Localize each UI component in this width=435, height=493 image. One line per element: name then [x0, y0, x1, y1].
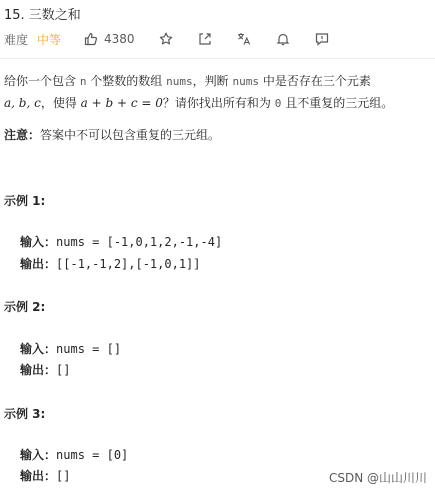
text: 且不重复的三元组。 [285, 96, 394, 110]
output-value: [[-1,-1,2],[-1,0,1]] [56, 257, 201, 271]
feedback-icon[interactable] [314, 31, 330, 47]
math-vars: a, b, c [4, 96, 41, 110]
example-3-input [20, 446, 128, 463]
problem-meta [4, 30, 135, 48]
description-line-2 [4, 93, 393, 114]
problem-title: 15. 三数之和 [4, 8, 81, 23]
output-value: [] [56, 469, 71, 483]
text: 个整数的数组 [90, 74, 163, 88]
output-label: 输出： [20, 469, 57, 483]
translate-icon[interactable] [236, 31, 252, 47]
difficulty-badge: 中等 [37, 32, 62, 47]
output-label: 输出： [20, 257, 57, 271]
watermark: CSDN @山山川川 [328, 471, 427, 485]
input-label: 输入： [20, 235, 57, 249]
text: 给你一个包含 [4, 74, 77, 88]
text: 中是否存在三个元素 [262, 74, 371, 88]
example-1-input [20, 233, 222, 250]
input-label: 输入： [20, 448, 57, 462]
like-button[interactable] [83, 31, 135, 47]
example-2-output [20, 361, 70, 378]
difficulty-label: 难度 [4, 32, 29, 47]
header-divider [0, 58, 435, 59]
example-1-title: 示例 1: [4, 194, 46, 208]
toolbar-icons [158, 30, 353, 48]
example-2-input [20, 340, 121, 357]
text: ，判断 [192, 74, 229, 88]
description-line-1 [4, 71, 371, 92]
text: ？请你找出所有和为 [162, 96, 271, 110]
star-icon[interactable] [158, 31, 174, 47]
input-value: nums = [0] [56, 448, 129, 462]
code-nums: nums [166, 75, 193, 88]
math-equation: a + b + c = 0 [80, 96, 163, 110]
like-count: 4380 [104, 32, 135, 46]
example-2-title: 示例 2: [4, 300, 46, 314]
example-3-output [20, 467, 70, 484]
note-text: 答案中不可以包含重复的三元组。 [40, 128, 221, 142]
input-label: 输入： [20, 342, 57, 356]
input-value: nums = [-1,0,1,2,-1,-4] [56, 235, 223, 249]
bell-icon[interactable] [275, 31, 291, 47]
note-label: 注意： [4, 128, 41, 142]
code-n: n [79, 75, 87, 88]
code-zero: 0 [274, 97, 282, 110]
example-3-title: 示例 3: [4, 407, 46, 421]
text: ，使得 [40, 96, 77, 110]
input-value: nums = [] [56, 342, 122, 356]
note-line [4, 125, 220, 146]
example-1-output [20, 255, 201, 272]
output-value: [] [56, 363, 71, 377]
code-nums: nums [232, 75, 259, 88]
thumb-up-icon [83, 31, 99, 47]
output-label: 输出： [20, 363, 57, 377]
share-icon[interactable] [197, 31, 213, 47]
